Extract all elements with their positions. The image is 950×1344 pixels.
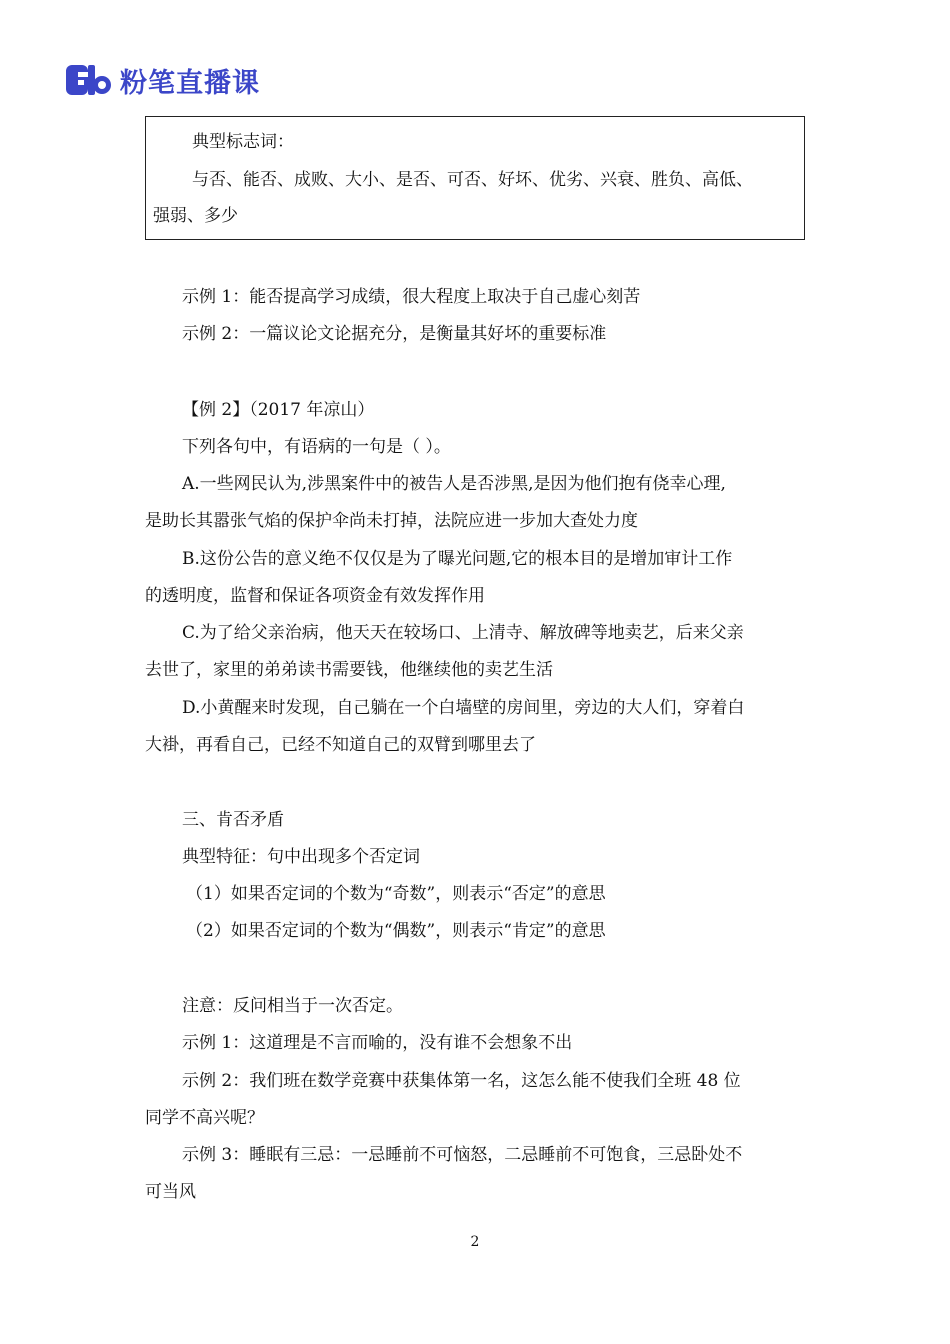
example-1: 示例 1：能否提高学习成绩，很大程度上取决于自己虚心刻苦: [182, 287, 641, 307]
section3-title: 三、肯否矛盾: [182, 810, 284, 830]
note-example-3-line2: 可当风: [145, 1182, 196, 1202]
example-2: 示例 2：一篇议论文论据充分，是衡量其好坏的重要标准: [182, 324, 607, 344]
question-stem: 下列各句中，有语病的一句是（ ）。: [182, 437, 451, 457]
option-b-line1: B.这份公告的意义绝不仅仅是为了曝光问题,它的根本目的是增加审计工作: [182, 549, 733, 569]
question-heading: 【例 2】（2017 年凉山）: [182, 400, 375, 420]
section3-rule1: （1）如果否定词的个数为“奇数”，则表示“否定”的意思: [186, 884, 606, 904]
box-words-line2: 强弱、多少: [153, 206, 238, 226]
marker-words-box: [145, 116, 805, 240]
note-example-2-line2: 同学不高兴呢？: [145, 1108, 264, 1128]
fb-logo-icon: [66, 62, 112, 98]
option-a-line1: A.一些网民认为,涉黑案件中的被告人是否涉黑,是因为他们抱有侥幸心理,: [182, 474, 726, 494]
page-number: 2: [470, 1234, 480, 1250]
section3-rule2: （2）如果否定词的个数为“偶数”，则表示“肯定”的意思: [186, 921, 606, 941]
option-d-line1: D.小黄醒来时发现，自己躺在一个白墙壁的房间里，旁边的大人们，穿着白: [182, 698, 745, 718]
option-c-line2: 去世了，家里的弟弟读书需要钱，他继续他的卖艺生活: [145, 660, 553, 680]
note-example-3-line1: 示例 3：睡眠有三忌：一忌睡前不可恼怒，二忌睡前不可饱食，三忌卧处不: [182, 1145, 743, 1165]
note-example-1: 示例 1：这道理是不言而喻的，没有谁不会想象不出: [182, 1033, 573, 1053]
note-text: 注意：反问相当于一次否定。: [182, 996, 403, 1016]
option-b-line2: 的透明度，监督和保证各项资金有效发挥作用: [145, 586, 485, 606]
option-c-line1: C.为了给父亲治病，他天天在较场口、上清寺、解放碑等地卖艺，后来父亲: [182, 623, 744, 643]
box-title: 典型标志词：: [192, 132, 294, 152]
brand-logo: [66, 60, 260, 100]
option-d-line2: 大褂，再看自己，已经不知道自己的双臂到哪里去了: [145, 735, 536, 755]
brand-name: 粉笔直播课: [120, 67, 260, 99]
option-a-line2: 是助长其嚣张气焰的保护伞尚未打掉，法院应进一步加大查处力度: [145, 511, 638, 531]
section3-feature: 典型特征：句中出现多个否定词: [182, 847, 420, 867]
note-example-2-line1: 示例 2：我们班在数学竞赛中获集体第一名，这怎么能不使我们全班 48 位: [182, 1071, 741, 1091]
box-words-line1: 与否、能否、成败、大小、是否、可否、好坏、优劣、兴衰、胜负、高低、: [192, 170, 753, 190]
